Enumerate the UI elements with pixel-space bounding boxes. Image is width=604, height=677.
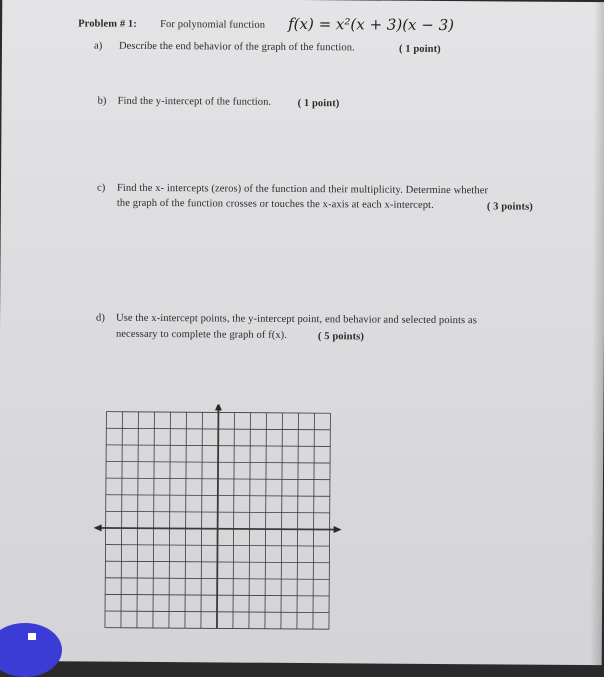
part-b-points: ( 1 point) [298,98,340,109]
part-c-line1: Find the x- intercepts (zeros) of the function and their multiplicity. Determine whether [117,183,488,197]
part-d-line2: necessary to complete the graph of f(x). [116,329,287,341]
grid-line-vertical [169,412,171,628]
grid-line-vertical [185,412,187,628]
part-d-points: ( 5 points) [318,331,364,342]
part-c-line2: the graph of the function crosses or touches the x-axis at each x-intercept. [117,198,434,211]
coordinate-grid-svg [93,404,345,638]
part-d-letter: d) [96,313,105,324]
part-c-points: ( 3 points) [487,201,533,212]
problem-label: Problem # 1: [78,18,137,29]
part-a-text: Describe the end behavior of the graph of the function. [119,41,355,54]
grid-line-vertical [249,413,251,629]
grid-line-vertical [265,413,267,629]
grid-line-vertical [297,413,299,629]
grid-line-vertical [121,412,123,628]
function-expression: f(x) = x²(x + 3)(x − 3) [288,15,454,34]
grid-line-vertical [153,412,155,628]
page-edge-shadow [590,2,604,665]
grid-line-vertical [201,412,203,628]
x-axis [96,528,340,530]
grid-line-vertical [105,412,107,628]
problem-intro: For polynomial function [160,19,265,31]
app-badge [0,623,62,677]
square-icon [28,633,36,640]
part-a-letter: a) [94,41,102,52]
part-b-letter: b) [98,96,107,107]
coordinate-grid [93,404,345,638]
y-axis-arrow-icon [215,404,222,411]
grid-line-vertical [281,413,283,629]
part-a-points: ( 1 point) [399,44,441,55]
grid-line-vertical [137,412,139,628]
grid-line-vertical [329,413,331,629]
part-c-letter: c) [97,183,105,194]
grid-line-vertical [313,413,315,629]
part-d-line1: Use the x-intercept points, the y-intercept point, end behavior and selected points as [116,313,477,327]
x-axis-right-arrow-icon [334,526,342,533]
x-axis-left-arrow-icon [94,524,102,531]
part-b-text: Find the y-intercept of the function. [118,96,272,108]
grid-line-vertical [233,413,235,629]
